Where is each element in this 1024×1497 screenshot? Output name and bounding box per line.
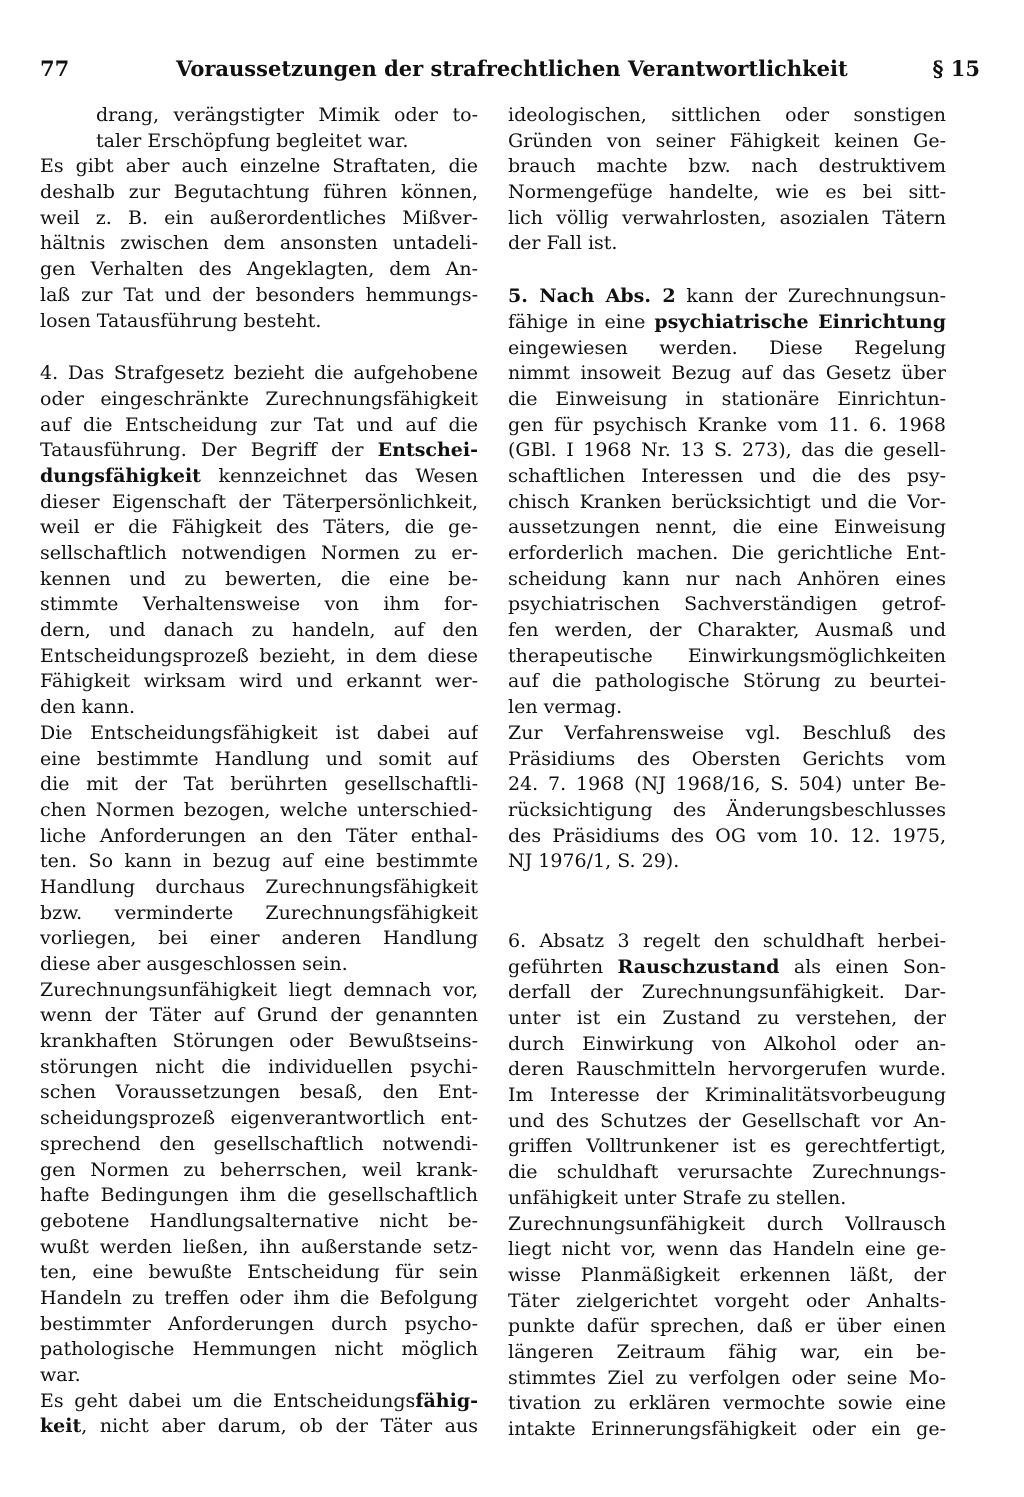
text-line: stimmte Verhaltensweise von ihm for- <box>40 593 478 616</box>
text-line: 4. Das Strafgesetz bezieht die aufgehobene <box>40 362 478 385</box>
text-line: griffen Volltrunkener ist es gerechtfertigt, <box>508 1135 946 1158</box>
text-line: (GBl. I 1968 Nr. 13 S. 273), das die gesell- <box>508 439 946 462</box>
text-line: tivation zu erklären vermochte sowie eine <box>508 1392 946 1415</box>
text-line: fen werden, der Charakter, Ausmaß und <box>508 619 946 642</box>
text-line: störungen nicht die individuellen psychi- <box>40 1055 478 1078</box>
text-line: Handlung durchaus Zurechnungsfähigkeit <box>40 875 478 898</box>
text-line: taler Erschöpfung begleitet war. <box>96 129 409 152</box>
text-line: unter ist ein Zustand zu verstehen, der <box>508 1007 946 1029</box>
text-line: chisch Kranken berücksichtigt und die Vor- <box>508 490 946 513</box>
text-line: kennen und zu bewerten, die eine be- <box>40 567 478 590</box>
text-line: Gründen von seiner Fähigkeit keinen Ge- <box>508 129 946 152</box>
text-line: Fähigkeit wirksam wird und erkannt wer- <box>40 670 478 693</box>
text-line: gen Verhalten des Angeklagten, dem An- <box>40 258 478 281</box>
text-line: weil z. B. ein außerordentliches Mißver- <box>40 206 478 229</box>
text-line: 6. Absatz 3 regelt den schuldhaft herbei- <box>508 929 946 952</box>
text-line: der Fall ist. <box>508 232 618 255</box>
text-line: ten, eine bewußte Entscheidung für sein <box>40 1261 478 1284</box>
text-line: stimmtes Ziel zu verfolgen oder seine Mo- <box>508 1366 946 1389</box>
text-line: erforderlich machen. Die gerichtliche Ent- <box>508 542 946 564</box>
running-title: Voraussetzungen der strafrechtlichen Verantwortlichkeit <box>176 56 848 81</box>
text-line: nimmt insoweit Bezug auf das Gesetz über <box>508 362 946 385</box>
text-line: scheidungsprozeß eigenverantwortlich ent- <box>40 1107 478 1130</box>
running-header <box>40 56 980 90</box>
text-line: punkte dafür sprechen, daß er über einen <box>508 1315 946 1338</box>
text-line: schen Voraussetzungen besaß, den Ent- <box>40 1081 478 1104</box>
text-line: Täter zielgerichtet vorgeht oder Anhalts- <box>508 1289 946 1312</box>
section-number: § 15 <box>932 56 980 81</box>
text-line: gen für psychisch Kranke vom 11. 6. 1968 <box>508 413 946 436</box>
text-line: brauch machte bzw. nach destruktivem <box>508 155 946 178</box>
right-column <box>508 103 946 1443</box>
text-line: war. <box>40 1364 81 1386</box>
text-line: Präsidiums des Obersten Gerichts vom <box>508 747 946 770</box>
text-line: losen Tatausführung besteht. <box>40 309 322 332</box>
paragraph-gap <box>508 902 946 929</box>
text-line: psychiatrischen Sachverständigen getrof- <box>508 593 946 616</box>
text-line: gebotene Handlungsalternative nicht be- <box>40 1209 478 1232</box>
text-line: intakte Erinnerungsfähigkeit oder ein ge- <box>508 1418 946 1440</box>
text-line: ten. So kann in bezug auf eine bestimmte <box>40 850 478 873</box>
text-line: Zur Verfahrensweise vgl. Beschluß des <box>508 721 946 744</box>
text-line: rücksichtigung des Änderungsbeschlusses <box>508 798 946 821</box>
paragraph-gap <box>508 257 946 284</box>
text-line: auf die Entscheidung zur Tat und auf die <box>40 413 478 436</box>
page-number: 77 <box>40 56 70 81</box>
text-line: hältnis zwischen dem ansonsten untadeli- <box>40 232 478 255</box>
text-line: derfall der Zurechnungsunfähigkeit. Dar- <box>508 981 946 1004</box>
paragraph-gap <box>40 334 478 361</box>
text-line: scheidung kann nur nach Anhören eines <box>508 567 946 590</box>
text-line: eingewiesen werden. Diese Regelung <box>508 336 946 359</box>
text-line: geführten Rauschzustand als einen Son- <box>508 955 946 978</box>
text-line: hafte Bedingungen ihm die gesellschaftlich <box>40 1184 478 1207</box>
text-line: NJ 1976/1, S. 29). <box>508 850 680 873</box>
text-line: Normengefüge handelte, wie es bei sitt- <box>508 181 946 204</box>
text-line: sprechend den gesellschaftlich notwendi- <box>40 1132 478 1155</box>
text-line: auf die pathologische Störung zu beurtei- <box>508 670 946 693</box>
text-line: krankhaften Störungen oder Bewußtseins- <box>40 1030 478 1053</box>
text-line: chen Normen bezogen, welche unterschied- <box>40 798 478 821</box>
text-line: diese aber ausgeschlossen sein. <box>40 953 348 975</box>
text-line: längeren Zeitraum fähig war, ein be- <box>508 1340 946 1363</box>
text-line: den kann. <box>40 696 136 719</box>
text-line: aussetzungen nennt, die eine Einweisung <box>508 516 946 539</box>
text-line: Im Interesse der Kriminalitätsvorbeugung <box>508 1084 946 1107</box>
left-column <box>40 103 478 1440</box>
text-line: wußt werden ließen, ihn außerstande setz- <box>40 1235 478 1258</box>
text-line: Handeln zu treffen oder ihm die Befolgung <box>40 1286 478 1309</box>
text-line: ideologischen, sittlichen oder sonstigen <box>508 104 946 126</box>
text-line: Es geht dabei um die Entscheidungsfähig- <box>40 1389 478 1412</box>
text-line: deren Rauschmitteln hervorgerufen wurde. <box>508 1058 946 1081</box>
text-line: wenn der Täter auf Grund der genannten <box>40 1004 478 1027</box>
text-line: Es gibt aber auch einzelne Straftaten, die <box>40 155 478 178</box>
text-line: pathologische Hemmungen nicht möglich <box>40 1338 478 1361</box>
text-line: Tatausführung. Der Begriff der Entschei- <box>40 439 478 462</box>
text-line: lich völlig verwahrlosten, asozialen Tätern <box>508 206 946 229</box>
text-line: die mit der Tat berührten gesellschaftli- <box>40 773 478 796</box>
text-line: liegt nicht vor, wenn das Handeln eine ge- <box>508 1238 946 1261</box>
text-line: wisse Planmäßigkeit erkennen läßt, der <box>508 1263 946 1286</box>
text-line: durch Einwirkung von Alkohol oder an- <box>508 1032 946 1055</box>
text-line: bestimmter Anforderungen durch psycho- <box>40 1312 478 1335</box>
text-line: deshalb zur Begutachtung führen können, <box>40 181 478 204</box>
text-line: len vermag. <box>508 696 623 719</box>
text-line: drang, verängstigter Mimik oder to- <box>96 104 478 126</box>
text-line: eine bestimmte Handlung und somit auf <box>40 747 478 770</box>
text-line: vorliegen, bei einer anderen Handlung <box>40 927 478 950</box>
text-line: und des Schutzes der Gesellschaft vor An- <box>508 1109 946 1132</box>
paragraph-gap <box>508 875 946 902</box>
text-line: 5. Nach Abs. 2 kann der Zurechnungsun- <box>508 285 946 308</box>
text-line: weil er die Fähigkeit des Täters, die ge- <box>40 516 478 539</box>
text-line: die schuldhaft verursachte Zurechnungs- <box>508 1161 946 1184</box>
text-line: dungsfähigkeit kennzeichnet das Wesen <box>40 464 478 487</box>
text-line: therapeutische Einwirkungsmöglichkeiten <box>508 644 946 667</box>
text-line: fähige in eine psychiatrische Einrichtung <box>508 310 946 333</box>
text-line: dern, und danach zu handeln, auf den <box>40 619 478 642</box>
text-line: liche Anforderungen an den Täter enthal- <box>40 824 478 847</box>
text-line: dieser Eigenschaft der Täterpersönlichkeit, <box>40 490 478 513</box>
text-line: Zurechnungsunfähigkeit durch Vollrausch <box>508 1212 946 1235</box>
text-line: schaftlichen Interessen und die des psy- <box>508 464 946 487</box>
text-line: die Einweisung in stationäre Einrichtun- <box>508 387 946 410</box>
text-line: 24. 7. 1968 (NJ 1968/16, S. 504) unter Be- <box>508 773 946 796</box>
text-line: Entscheidungsprozeß bezieht, in dem diese <box>40 644 478 667</box>
text-line: gen Normen zu beherrschen, weil krank- <box>40 1158 478 1181</box>
text-line: unfähigkeit unter Strafe zu stellen. <box>508 1186 847 1209</box>
text-line: Zurechnungsunfähigkeit liegt demnach vor, <box>40 978 478 1001</box>
text-line: sellschaftlich notwendigen Normen zu er- <box>40 542 478 564</box>
text-line: keit, nicht aber darum, ob der Täter aus <box>40 1415 478 1438</box>
text-line: oder eingeschränkte Zurechnungsfähigkeit <box>40 387 478 410</box>
text-line: des Präsidiums des OG vom 10. 12. 1975, <box>508 824 946 847</box>
text-line: laß zur Tat und der besonders hemmungs- <box>40 283 478 306</box>
text-line: bzw. verminderte Zurechnungsfähigkeit <box>40 901 478 924</box>
text-line: Die Entscheidungsfähigkeit ist dabei auf <box>40 721 478 744</box>
